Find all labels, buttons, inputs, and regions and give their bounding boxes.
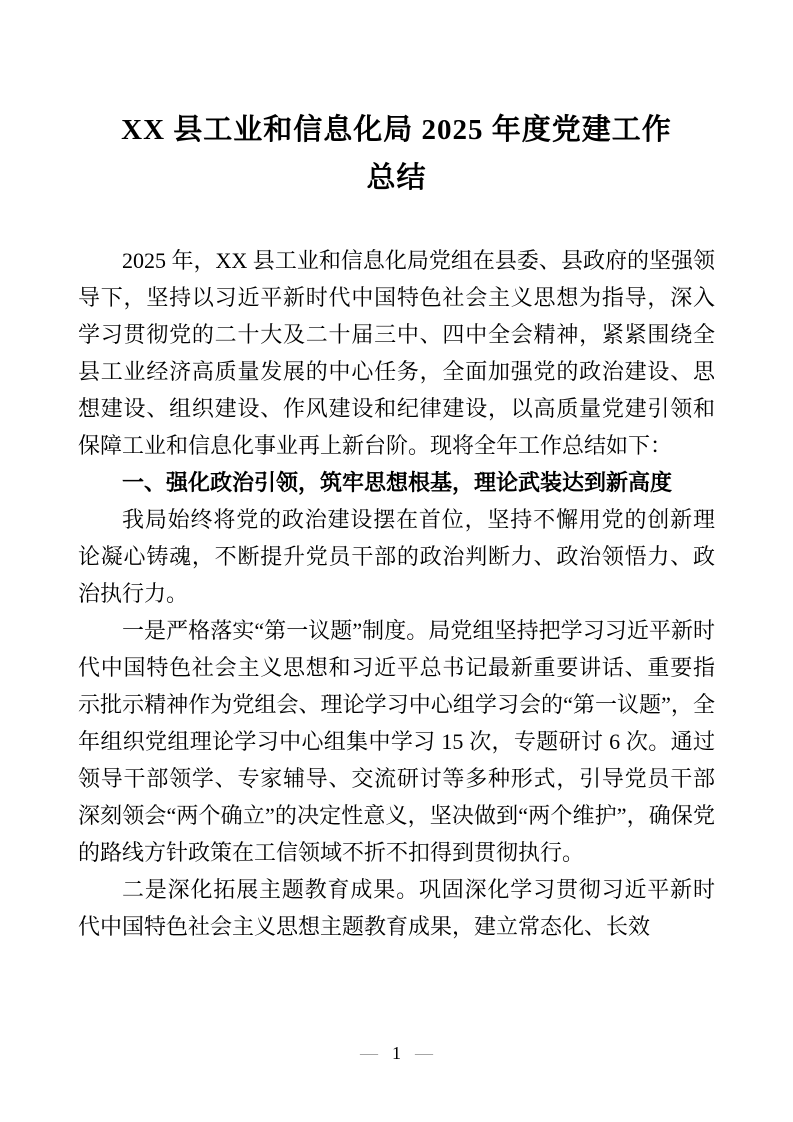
paragraph-theme-education: 二是深化拓展主题教育成果。巩固深化学习贯彻习近平新时代中国特色社会主义思想主题教育成果，建立常态化、长效 <box>78 877 715 939</box>
page-footer <box>0 1044 793 1062</box>
document-title-line1: XX 县工业和信息化局 2025 年度党建工作 <box>121 114 672 146</box>
paragraph-intro: 2025 年，XX 县工业和信息化局党组在县委、县政府的坚强领导下，坚持以习近平新时代中国特色社会主义思想为指导，深入学习贯彻党的二十大及二十届三中、四中全会精神，紧紧围绕全县工业经济高质量发展的中心任务，全面加强党的政治建设、思想建设、组织建设、作风建设和纪律建设，以高质量党建引领和保障工业和信息化事业再上新台阶。现将全年工作总结如下： <box>78 248 715 458</box>
page-number: 1 <box>392 1043 401 1063</box>
document-title-line2: 总结 <box>366 162 427 194</box>
footer-dash-right: — <box>415 1043 433 1063</box>
paragraph-first-topic-system: 一是严格落实“第一议题”制度。局党组坚持把学习习近平新时代中国特色社会主义思想和习近平总书记最新重要讲话、重要指示批示精神作为党组会、理论学习中心组学习会的“第一议题”，全年组织党组理论学习中心组集中学习 15 次，专题研讨 6 次。通过领导干部领学、专家辅导、交流研讨等多种形式，引导党员干部深刻领会“两个确立”的决定性意义，坚决做到“两个维护”，确保党的路线方针政策在工信领域不折不扣得到贯彻执行。 <box>78 618 715 865</box>
section-heading-1: 一、强化政治引领，筑牢思想根基，理论武装达到新高度 <box>122 470 673 495</box>
footer-dash-left: — <box>360 1043 378 1063</box>
paragraph-political-building: 我局始终将党的政治建设摆在首位，坚持不懈用党的创新理论凝心铸魂，不断提升党员干部的政治判断力、政治领悟力、政治执行力。 <box>78 507 715 606</box>
document-title <box>78 106 715 202</box>
